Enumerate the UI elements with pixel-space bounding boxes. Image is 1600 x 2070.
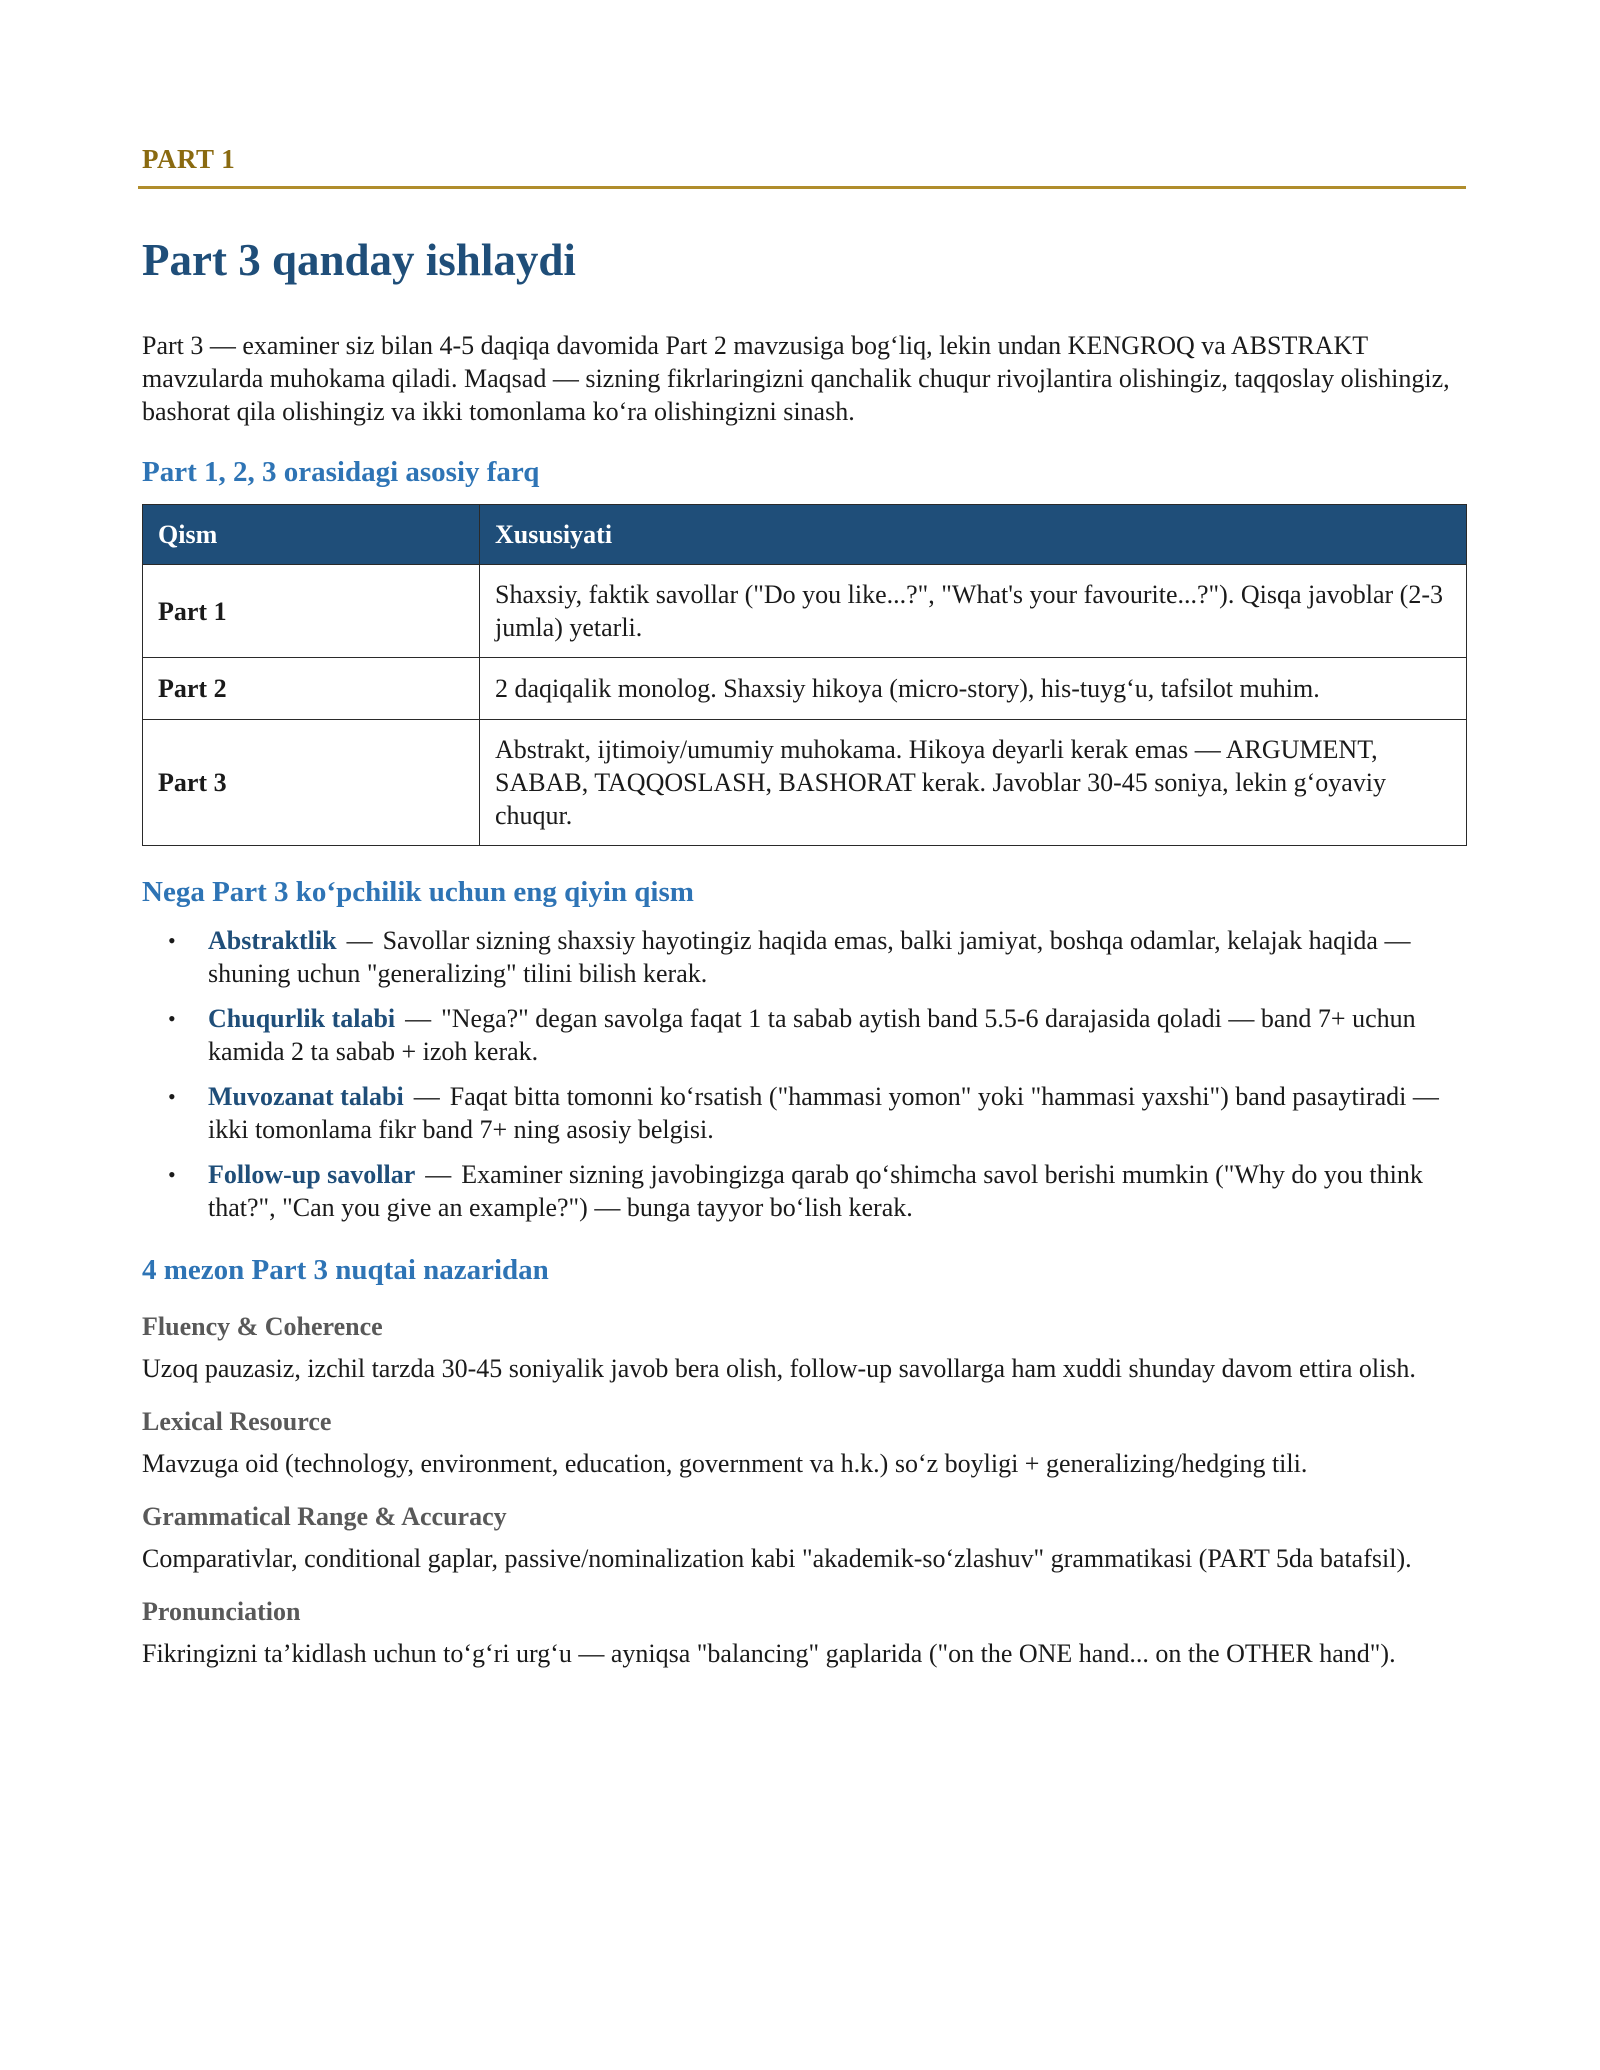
- criterion-title: Grammatical Range & Accuracy: [142, 1502, 507, 1531]
- table-cell-feature: Shaxsiy, faktik savollar ("Do you like...?", "What's your favourite...?"). Qisqa javoblar (2-3 jumla) yetarli.: [480, 565, 1467, 658]
- criterion-title: Fluency & Coherence: [142, 1312, 383, 1341]
- table-cell-part: Part 1: [143, 565, 480, 658]
- list-item: [142, 924, 1462, 990]
- criterion-block: [142, 1595, 1462, 1670]
- criteria-heading: 4 mezon Part 3 nuqtai nazaridan: [142, 1254, 549, 1286]
- column-header-feature: Xususiyati: [480, 505, 1467, 565]
- part-divider: [138, 186, 1466, 189]
- table-row: [143, 565, 1467, 658]
- criterion-text: Comparativlar, conditional gaplar, passive/nominalization kabi "akademik-so‘zlashuv" grammatikasi (PART 5da batafsil).: [142, 1544, 1412, 1573]
- list-item-text: Faqat bitta tomonni ko‘rsatish ("hammasi yomon" yoki "hammasi yaxshi") band pasaytiradi — ikki tomonlama fikr band 7+ ning asosiy belgisi.: [208, 1082, 1439, 1144]
- criterion-title: Lexical Resource: [142, 1407, 332, 1436]
- dash-separator: —: [425, 1160, 452, 1189]
- list-item-text: "Nega?" degan savolga faqat 1 ta sabab aytish band 5.5-6 darajasida qoladi — band 7+ uchun kamida 2 ta sabab + izoh kerak.: [208, 1004, 1416, 1066]
- bullet-icon: •: [168, 1084, 176, 1109]
- table-row: [143, 658, 1467, 720]
- list-item: [142, 1002, 1462, 1068]
- bullet-icon: •: [168, 1006, 176, 1031]
- comparison-table: [142, 504, 1467, 846]
- page-title: Part 3 qanday ishlaydi: [142, 235, 576, 285]
- bullet-icon: •: [168, 928, 176, 953]
- criterion-text: Mavzuga oid (technology, environment, education, government va h.k.) so‘z boyligi + generalizing/hedging tili.: [142, 1449, 1308, 1478]
- part-label: PART 1: [142, 144, 236, 174]
- intro-paragraph: Part 3 — examiner siz bilan 4-5 daqiqa davomida Part 2 mavzusiga bog‘liq, lekin undan KENGROQ va ABSTRAKT mavzularda muhokama qiladi. Maqsad — sizning fikrlaringizni qanchalik chuqur rivojlantira olishingiz, taqqoslay olishingiz, bashorat qila olishingiz va ikki tomonlama ko‘ra olishingizni sinash.: [142, 331, 1450, 426]
- dash-separator: —: [405, 1004, 432, 1033]
- criterion-block: [142, 1310, 1462, 1385]
- criterion-block: [142, 1405, 1462, 1480]
- bullet-icon: •: [168, 1162, 176, 1187]
- table-header-row: [143, 505, 1467, 565]
- list-item-text: Savollar sizning shaxsiy hayotingiz haqida emas, balki jamiyat, boshqa odamlar, kelajak haqida — shuning uchun "generalizing" tilini bilish kerak.: [208, 926, 1411, 988]
- table-cell-feature: Abstrakt, ijtimoiy/umumiy muhokama. Hikoya deyarli kerak emas — ARGUMENT, SABAB, TAQQOSLASH, BASHORAT kerak. Javoblar 30-45 soniya, lekin g‘oyaviy chuqur.: [480, 720, 1467, 846]
- column-header-part: Qism: [143, 505, 480, 565]
- criterion-text: Fikringizni ta’kidlash uchun to‘g‘ri urg‘u — ayniqsa "balancing" gaplarida ("on the ONE hand... on the OTHER hand").: [142, 1639, 1396, 1668]
- criterion-text: Uzoq pauzasiz, izchil tarzda 30-45 soniyalik javob bera olish, follow-up savollarga ham xuddi shunday davom ettira olish.: [142, 1354, 1416, 1383]
- list-item: [142, 1080, 1462, 1146]
- dash-separator: —: [413, 1082, 440, 1111]
- dash-separator: —: [346, 926, 373, 955]
- table-cell-feature: 2 daqiqalik monolog. Shaxsiy hikoya (micro-story), his-tuyg‘u, tafsilot muhim.: [480, 658, 1467, 720]
- list-item-term: Follow-up savollar: [208, 1160, 416, 1189]
- list-item-term: Muvozanat talabi: [208, 1082, 404, 1111]
- list-item-text: Examiner sizning javobingizga qarab qo‘shimcha savol berishi mumkin ("Why do you think that?", "Can you give an example?") — bunga tayyor bo‘lish kerak.: [208, 1160, 1423, 1222]
- table-row: [143, 720, 1467, 846]
- why-heading: Nega Part 3 ko‘pchilik uchun eng qiyin qism: [142, 876, 694, 908]
- comparison-heading: Part 1, 2, 3 orasidagi asosiy farq: [142, 456, 540, 488]
- criterion-block: [142, 1500, 1462, 1575]
- list-item: [142, 1158, 1462, 1224]
- list-item-term: Abstraktlik: [208, 926, 337, 955]
- difficulty-list: [142, 924, 1462, 1224]
- criterion-title: Pronunciation: [142, 1597, 301, 1626]
- list-item-term: Chuqurlik talabi: [208, 1004, 396, 1033]
- table-cell-part: Part 2: [143, 658, 480, 720]
- table-cell-part: Part 3: [143, 720, 480, 846]
